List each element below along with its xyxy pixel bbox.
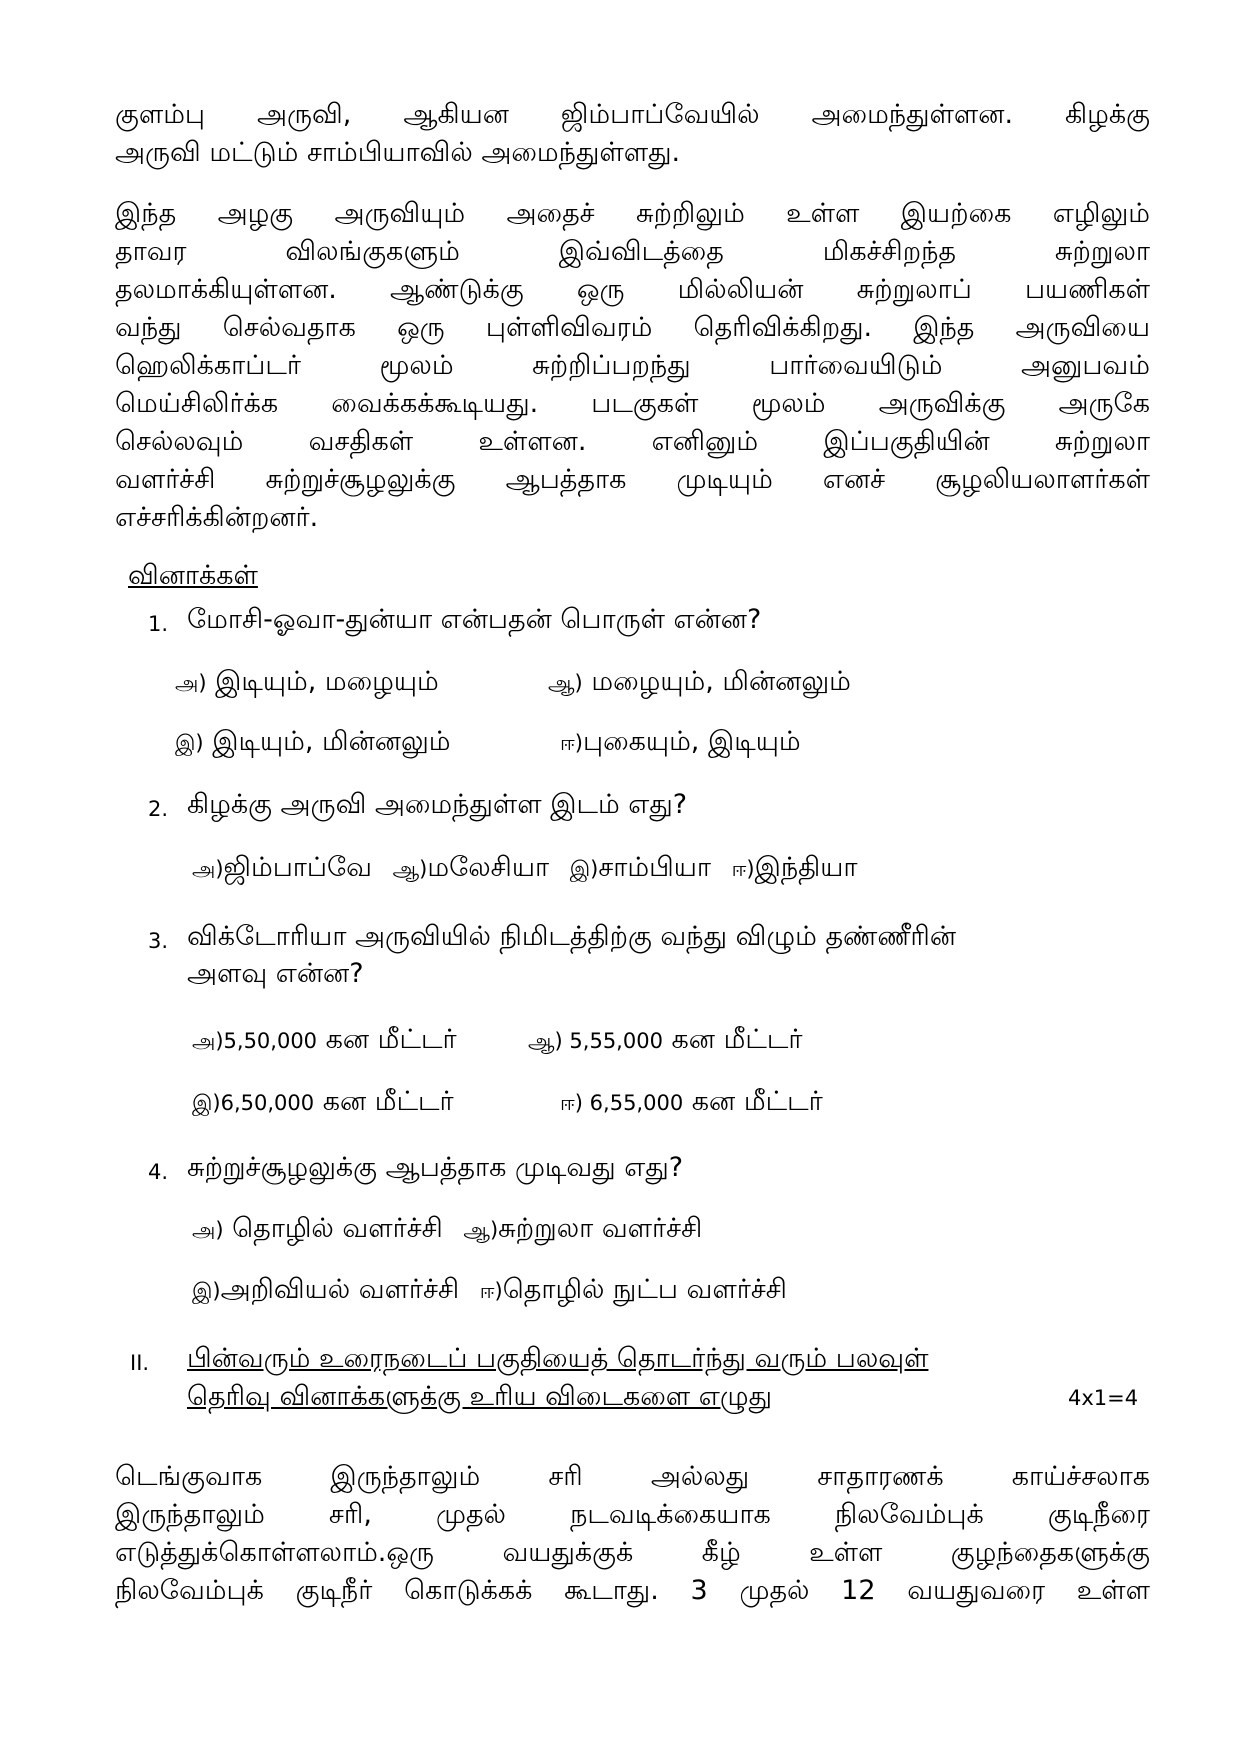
section-instruction-line: தெரிவு வினாக்களுக்கு உரிய விடைகளை எழுது [187,1381,773,1412]
passage-line: தலமாக்கியுள்ளன. ஆண்டுக்கு ஒரு மில்லியன் சுற்றுலாப் பயணிகள் [115,274,1150,305]
passage-line: செல்லவும் வசதிகள் உள்ளன. எனினும் இப்பகுதியின் சுற்றுலா [115,426,1150,457]
passage-top [115,96,1150,172]
option-b: ஆ) 5,55,000 கன மீட்டர் [528,1024,803,1055]
passage-main [115,195,1150,537]
option-a: அ)5,50,000 கன மீட்டர் [192,1024,457,1055]
section-instruction [187,1340,1107,1416]
option-row: இ)அறிவியல் வளர்ச்சி ஈ)தொழில் நுட்ப வளர்ச்சி [192,1274,787,1305]
passage-line: எச்சரிக்கின்றனர். [115,502,319,533]
passage-bottom [115,1458,1150,1610]
passage-line: டெங்குவாக இருந்தாலும் சரி அல்லது சாதாரணக் காய்ச்சலாக [115,1461,1150,1492]
marks-label: 4x1=4 [1068,1386,1139,1410]
question-text: சுற்றுச்சூழலுக்கு ஆபத்தாக முடிவது எது? [187,1152,684,1183]
passage-line: வந்து செல்வதாக ஒரு புள்ளிவிவரம் தெரிவிக்கிறது. இந்த அருவியை [115,312,1150,343]
passage-line: வளர்ச்சி சுற்றுச்சூழலுக்கு ஆபத்தாக முடியும் எனச் சூழலியலாளர்கள் [115,464,1150,495]
question-number: 4. [148,1160,169,1184]
passage-line: நிலவேம்புக் குடிநீர் கொடுக்கக் கூடாது. 3 முதல் 12 வயதுவரை உள்ள [115,1575,1150,1606]
section-instruction-line: பின்வரும் உரைநடைப் பகுதியைத் தொடர்ந்து வரும் பலவுள் [187,1343,929,1374]
option-row: அ)ஜிம்பாப்வே ஆ)மலேசியா இ)சாம்பியா ஈ)இந்தியா [192,852,858,883]
passage-line: இருந்தாலும் சரி, முதல் நடவடிக்கையாக நிலவேம்புக் குடிநீரை [115,1499,1150,1530]
option-row: அ) தொழில் வளர்ச்சி ஆ)சுற்றுலா வளர்ச்சி [192,1213,703,1244]
passage-line: அருவி மட்டும் சாம்பியாவில் அமைந்துள்ளது. [115,137,681,168]
question-text: விக்டோரியா அருவியில் நிமிடத்திற்கு வந்து விழும் தண்ணீரின் [187,921,957,952]
option-d: ஈ)புகையும், இடியும் [560,726,801,757]
question-text: மோசி-ஓவா-துன்யா என்பதன் பொருள் என்ன? [187,604,762,635]
passage-line: ஹெலிக்காப்டர் மூலம் சுற்றிப்பறந்து பார்வையிடும் அனுபவம் [115,350,1150,381]
question-text-cont: அளவு என்ன? [187,958,364,989]
question-number: 2. [148,797,169,821]
option-b: ஆ) மழையும், மின்னலும் [548,666,851,697]
option-c: இ) இடியும், மின்னலும் [175,726,451,757]
passage-line: இந்த அழகு அருவியும் அதைச் சுற்றிலும் உள்ள இயற்கை எழிலும் [115,198,1150,229]
passage-line: மெய்சிலிர்க்க வைக்கக்கூடியது. படகுகள் மூலம் அருவிக்கு அருகே [115,388,1150,419]
passage-line: தாவர விலங்குகளும் இவ்விடத்தை மிகச்சிறந்த சுற்றுலா [115,236,1150,267]
option-d: ஈ) 6,55,000 கன மீட்டர் [560,1086,823,1117]
question-number: 1. [148,612,169,636]
passage-line: குளம்பு அருவி, ஆகியன ஜிம்பாப்வேயில் அமைந்துள்ளன. கிழக்கு [115,99,1150,130]
option-a: அ) இடியும், மழையும் [175,666,439,697]
questions-heading: வினாக்கள் [128,560,258,591]
question-text: கிழக்கு அருவி அமைந்துள்ள இடம் எது? [187,789,688,820]
passage-line: எடுத்துக்கொள்ளலாம்.ஒரு வயதுக்குக் கீழ் உள்ள குழந்தைகளுக்கு [115,1537,1150,1568]
question-number: 3. [148,929,169,953]
option-c: இ)6,50,000 கன மீட்டர் [192,1086,454,1117]
section-number: II. [130,1351,150,1375]
